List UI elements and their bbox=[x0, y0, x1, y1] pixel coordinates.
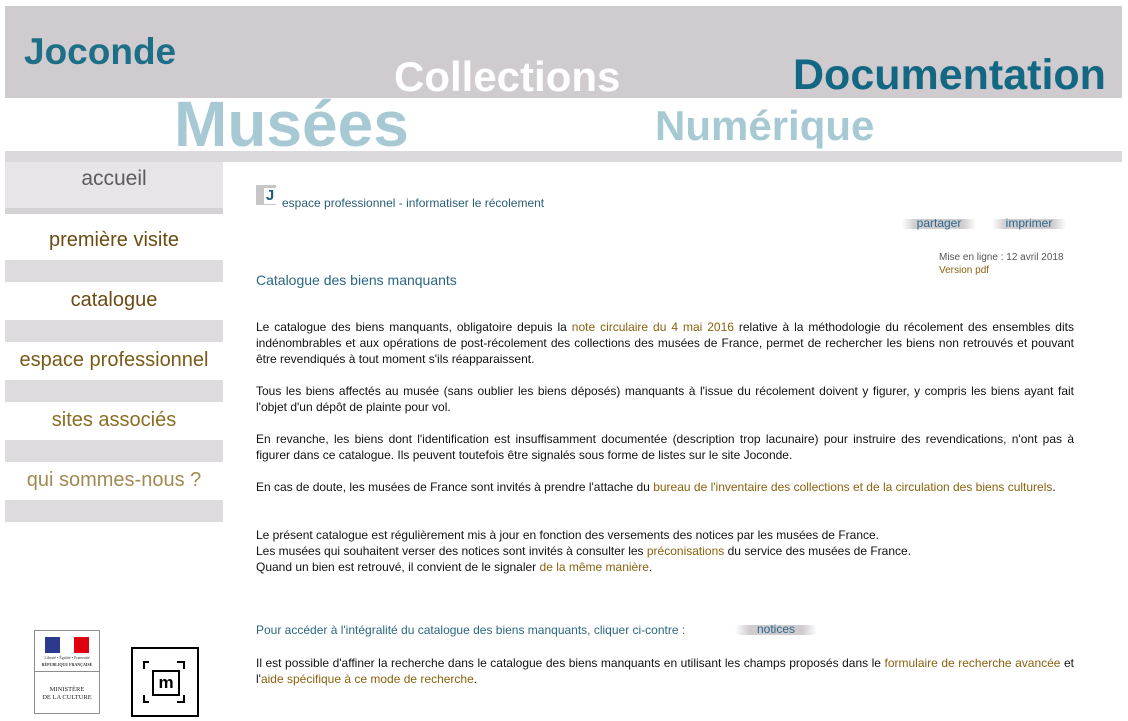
nav-item-premiere-visite[interactable] bbox=[5, 222, 223, 282]
header-word-musees: Musées bbox=[174, 88, 409, 160]
share-button[interactable] bbox=[908, 217, 970, 229]
nav-item-espace-professionnel[interactable] bbox=[5, 342, 223, 402]
search-help-link[interactable]: aide spécifique à ce mode de recherche bbox=[260, 672, 474, 686]
logo-republique: RÉPUBLIQUE FRANÇAISE bbox=[41, 662, 93, 667]
nav-item-label: première visite bbox=[48, 229, 180, 251]
notices-button[interactable] bbox=[741, 623, 811, 635]
bureau-inventaire-link[interactable]: bureau de l'inventaire des collections et de la circulation des biens culturels bbox=[653, 480, 1053, 494]
paragraph-intro bbox=[256, 319, 1074, 367]
nav-divider bbox=[5, 380, 223, 402]
text: et l' bbox=[256, 656, 1074, 686]
advanced-search-link[interactable]: formulaire de recherche avancée bbox=[884, 656, 1061, 670]
paragraph-revanche: En revanche, les biens dont l'identification est insuffisamment documentée (description trop lacunaire) pour instruire des revendications, n'ont pas à figurer dans ce catalogue. Ils peuvent toutefois être signalés sous forme de listes sur le site Joconde. bbox=[256, 432, 1074, 462]
nav-item-label: accueil bbox=[81, 167, 147, 190]
logo-separator bbox=[35, 671, 99, 672]
j-letter: J bbox=[265, 187, 275, 204]
text: du service des musées de France. bbox=[724, 544, 912, 558]
text: En cas de doute, les musées de France sont invités à prendre l'attache du bbox=[256, 480, 654, 494]
text: . bbox=[648, 560, 653, 574]
print-button[interactable] bbox=[998, 217, 1060, 229]
sidebar-nav bbox=[5, 162, 223, 522]
text-line bbox=[256, 543, 1074, 559]
nav-item-sites-associes[interactable] bbox=[5, 402, 223, 462]
m-letter-icon: m bbox=[152, 670, 180, 696]
print-button-label: imprimer bbox=[1005, 216, 1053, 230]
text-line: Le présent catalogue est régulièrement mis à jour en fonction des versements des notices par les musées de France. bbox=[256, 528, 879, 542]
logo-ministere-text bbox=[35, 686, 99, 702]
logo-ministere-line: MINISTÈRE bbox=[49, 686, 85, 693]
catalogue-access-text: Pour accéder à l'intégralité du catalogue des biens manquants, cliquer ci-contre : bbox=[256, 623, 686, 637]
header-word-collections: Collections bbox=[394, 53, 621, 100]
nav-item-label: catalogue bbox=[70, 289, 158, 311]
nav-item-label: espace professionnel bbox=[19, 349, 209, 371]
breadcrumb[interactable]: espace professionnel - informatiser le récolement bbox=[282, 196, 545, 210]
text: Les musées qui souhaitent verser des notices sont invités à consulter les bbox=[256, 544, 647, 558]
text: Quand un bien est retrouvé, il convient de le signaler bbox=[256, 560, 540, 574]
paragraph-mise-a-jour bbox=[256, 527, 1074, 575]
nav-item-label: sites associés bbox=[51, 409, 177, 431]
text: . bbox=[473, 672, 478, 686]
logo-ministere-line: DE LA CULTURE bbox=[42, 694, 92, 701]
nav-divider bbox=[5, 440, 223, 462]
joconde-j-icon bbox=[256, 185, 276, 205]
text: Il est possible d'affiner la recherche dans le catalogue des biens manquants en utilisant les champs proposés dans le bbox=[256, 656, 885, 670]
text: relative à la méthodologie du récolement des ensembles dits indénombrables et aux opérations de post-récolement des collections des musées de France, permet de rechercher les biens non retrouvés et pouvant être revendiqués à tout moment s'ils réapparaissent. bbox=[256, 320, 1074, 366]
nav-item-qui-sommes-nous[interactable] bbox=[5, 462, 223, 522]
text: . bbox=[1052, 480, 1056, 494]
paragraph-doute bbox=[256, 479, 1074, 495]
header-divider bbox=[5, 151, 1122, 162]
paragraph-recherche bbox=[256, 655, 1074, 687]
musees-m-logo[interactable] bbox=[131, 647, 199, 717]
site-title-joconde[interactable]: Joconde bbox=[24, 31, 177, 72]
nav-item-catalogue[interactable] bbox=[5, 282, 223, 342]
nav-divider bbox=[5, 208, 223, 214]
ministere-culture-logo[interactable] bbox=[34, 630, 100, 714]
nav-divider bbox=[5, 500, 223, 522]
paragraph-biens-affectes: Tous les biens affectés au musée (sans oublier les biens déposés) manquants à l'issue du récolement doivent y figurer, y compris les biens ayant fait l'objet d'un dépôt de plainte pour vol. bbox=[256, 384, 1074, 414]
header-word-numerique: Numérique bbox=[655, 102, 875, 149]
header-word-documentation: Documentation bbox=[793, 51, 1106, 99]
nav-item-label: qui sommes-nous ? bbox=[26, 469, 202, 491]
nav-divider bbox=[5, 260, 223, 282]
publication-date: Mise en ligne : 12 avril 2018 bbox=[939, 252, 1064, 263]
notices-button-label: notices bbox=[756, 622, 796, 636]
preconisations-link[interactable]: préconisations bbox=[646, 544, 725, 558]
nav-item-accueil[interactable] bbox=[5, 162, 223, 222]
text-line bbox=[256, 559, 1074, 575]
pdf-version-link[interactable]: Version pdf bbox=[939, 265, 990, 276]
page-title: Catalogue des biens manquants bbox=[256, 272, 457, 288]
share-button-label: partager bbox=[916, 216, 962, 230]
meme-maniere-link[interactable]: de la même manière bbox=[539, 560, 649, 574]
note-circulaire-link[interactable]: note circulaire du 4 mai 2016 bbox=[571, 320, 734, 334]
text: Le catalogue des biens manquants, obligatoire depuis la bbox=[256, 320, 572, 334]
logo-motto: Liberté • Égalité • Fraternité bbox=[44, 655, 90, 660]
nav-divider bbox=[5, 320, 223, 342]
